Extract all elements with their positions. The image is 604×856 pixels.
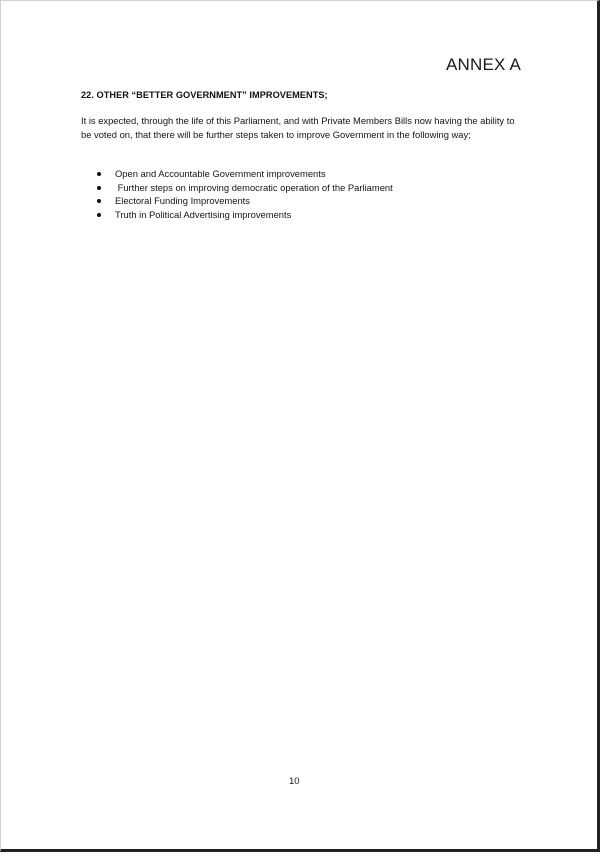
bullet-icon (97, 199, 101, 203)
bullet-icon (97, 186, 101, 190)
improvement-list (97, 167, 393, 222)
bullet-icon (97, 213, 101, 217)
section-heading: 22. OTHER “BETTER GOVERNMENT” IMPROVEMENTS; (81, 90, 328, 100)
list-item (97, 181, 393, 195)
list-item-text: Further steps on improving democratic operation of the Parliament (115, 181, 393, 193)
list-item (97, 194, 393, 208)
intro-paragraph: It is expected, through the life of this Parliament, and with Private Members Bills now having the ability to be voted on, that there will be further steps taken to improve Government in the following way; (81, 115, 515, 140)
list-item-text: Electoral Funding Improvements (115, 195, 250, 207)
list-item (97, 208, 393, 222)
annex-label: ANNEX A (446, 55, 522, 74)
list-item (97, 167, 393, 181)
bullet-icon (97, 172, 101, 176)
page-number: 10 (289, 775, 300, 786)
list-item-text: Truth in Political Advertising improvements (115, 209, 292, 221)
list-item-text: Open and Accountable Government improvements (115, 168, 326, 179)
